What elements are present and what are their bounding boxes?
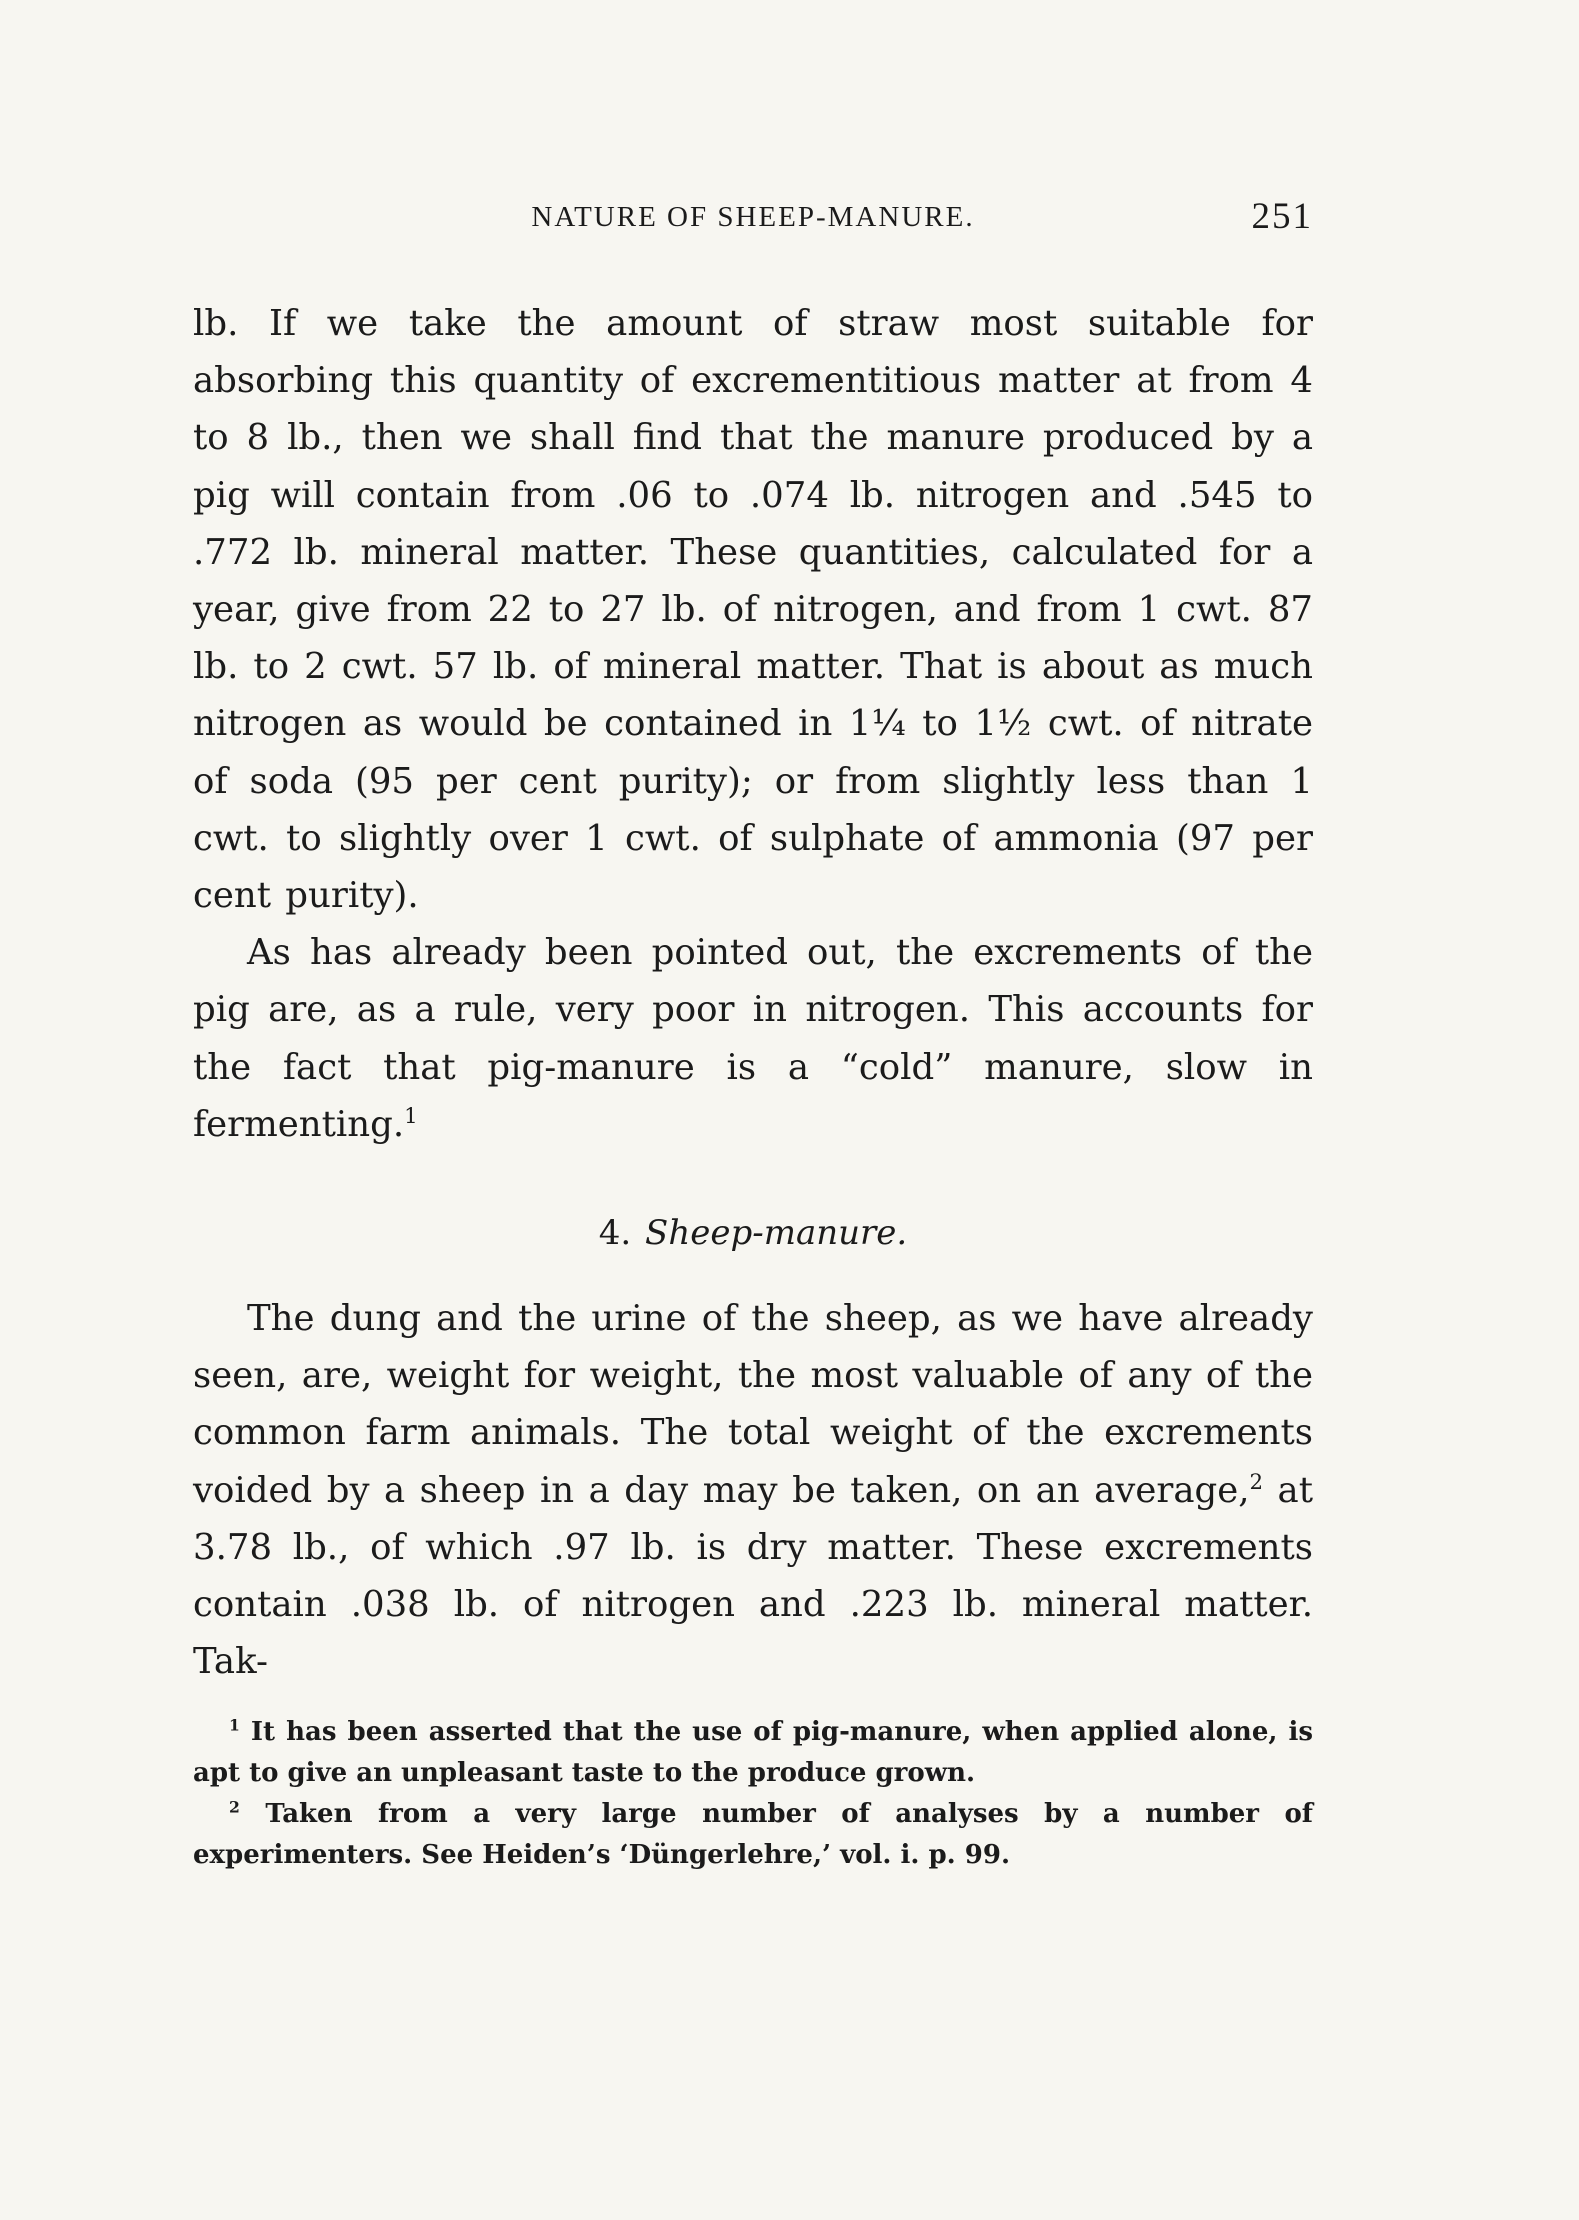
paragraph-text: As has already been pointed out, the excrements of the pig are, as a rule, very poor in nitrogen. This accounts for the fact that pig-manure is a “cold” manure, slow in fermenting. — [193, 932, 1313, 1145]
footnote-marker-1: 1 — [229, 1715, 240, 1735]
running-title: NATURE OF SHEEP-MANURE. — [531, 201, 975, 233]
footnote-text-2: Taken from a very large number of analyses by a number of experimenters. See Heiden’s ‘Düngerlehre,’ vol. i. p. 99. — [193, 1799, 1313, 1871]
running-head — [193, 195, 1313, 255]
footnote-marker-2: 2 — [229, 1797, 240, 1817]
footnote-text-1: It has been asserted that the use of pig-manure, when applied alone, is apt to give an unpleasant taste to the produce grown. — [193, 1717, 1313, 1789]
paragraph-sheep-manure — [193, 1290, 1313, 1690]
footnote-ref-1: 1 — [404, 1104, 418, 1130]
footnote-1 — [193, 1712, 1313, 1794]
paragraph-continuation: lb. If we take the amount of straw most suitable for absorbing this quantity of excrementitious matter at from 4 to 8 lb., then we shall find that the manure produced by a pig will contain from .06 to .074 lb. nitrogen and .545 to .772 lb. mineral matter. These quantities, calculated for a year, give from 22 to 27 lb. of nitrogen, and from 1 cwt. 87 lb. to 2 cwt. 57 lb. of mineral matter. That is about as much nitrogen as would be contained in 1¼ to 1½ cwt. of nitrate of soda (95 per cent purity); or from slightly less than 1 cwt. to slightly over 1 cwt. of sulphate of ammonia (97 per cent purity). — [193, 303, 1313, 917]
paragraph-text-end: at 3.78 lb., of which .97 lb. is dry matter. These excrements contain .038 lb. of nitrogen and .223 lb. mineral matter. Tak- — [193, 1469, 1313, 1683]
section-title: Sheep-manure. — [645, 1213, 908, 1254]
paragraph-text-start: The dung and the urine of the sheep, as we have already seen, are, weight for weight, the most valuable of any of the common farm animals. The total weight of the excrements voided by a sheep in a day may be taken, on an average, — [193, 1298, 1313, 1511]
section-number: 4. — [598, 1213, 632, 1254]
page-number: 251 — [1251, 196, 1313, 237]
book-page — [193, 195, 1313, 1876]
section-heading — [193, 1205, 1313, 1262]
paragraph-pig-nitrogen — [193, 924, 1313, 1153]
footnote-2 — [193, 1794, 1313, 1876]
footnotes — [193, 1712, 1313, 1876]
body-text — [193, 295, 1313, 1690]
footnote-ref-2: 2 — [1249, 1469, 1264, 1495]
